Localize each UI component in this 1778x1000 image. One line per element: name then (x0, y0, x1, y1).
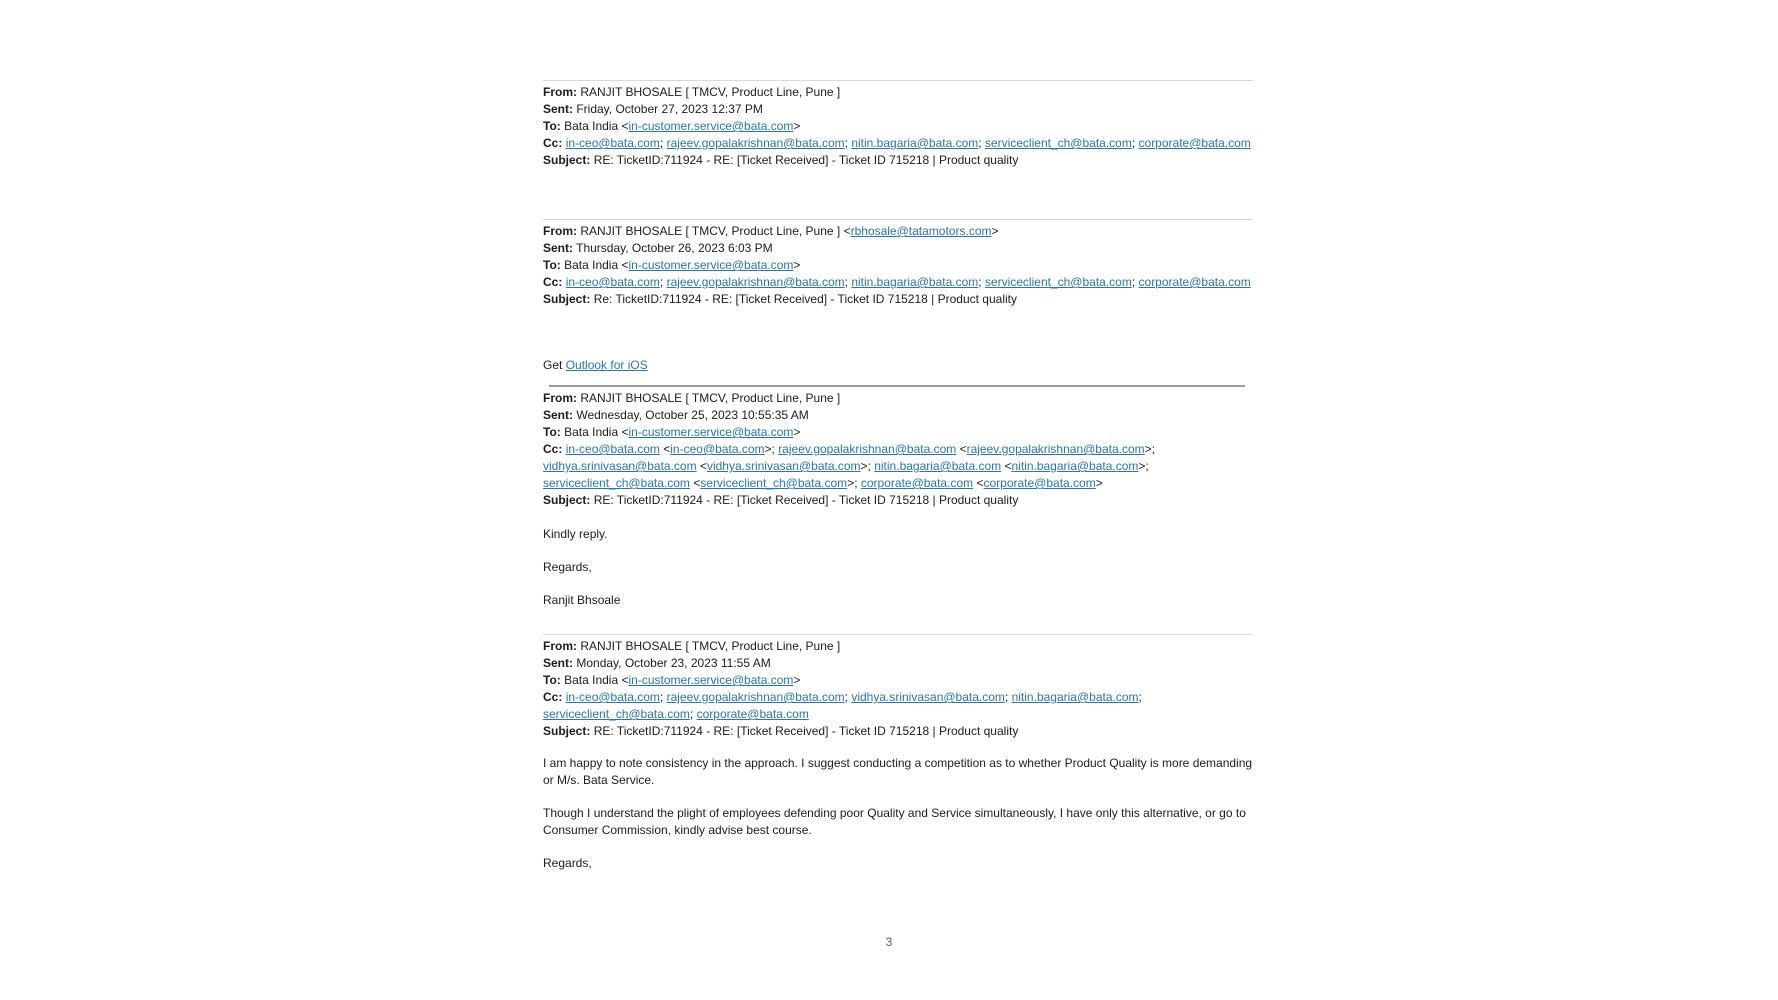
email-header-cc (543, 135, 1253, 152)
email-header-block-3 (543, 390, 1253, 509)
from-label: From: (543, 85, 577, 99)
email-header-to (543, 424, 1253, 441)
header-text-segment: > (793, 673, 801, 687)
email-address-link[interactable]: rajeev.gopalakrishnan@bata.com (666, 690, 845, 704)
subject-value: RE: TicketID:711924 - RE: [Ticket Received] - Ticket ID 715218 | Product quality (593, 153, 1019, 167)
email-header-block-4 (543, 638, 1253, 740)
email-header-to (543, 672, 1253, 689)
email-address-link[interactable]: in-customer.service@bata.com (628, 673, 794, 687)
header-text-segment: ; (689, 707, 697, 721)
email-header-to (543, 118, 1253, 135)
to-label: To: (543, 119, 561, 133)
divider (543, 80, 1253, 81)
header-text-segment: ; (1004, 690, 1012, 704)
header-text-segment: > (793, 258, 801, 272)
email-header-cc (543, 441, 1253, 492)
header-text-segment: Bata India < (564, 258, 629, 272)
sent-value: Monday, October 23, 2023 11:55 AM (576, 656, 771, 670)
subject-value: RE: TicketID:711924 - RE: [Ticket Received] - Ticket ID 715218 | Product quality (593, 724, 1019, 738)
email-address-link[interactable]: nitin.bagaria@bata.com (1011, 690, 1139, 704)
to-label: To: (543, 258, 561, 272)
email-header-block-2 (543, 223, 1253, 308)
email-address-link[interactable]: in-customer.service@bata.com (628, 119, 794, 133)
email-header-cc (543, 689, 1253, 723)
outlook-promo-line (543, 357, 1253, 374)
email-address-link[interactable]: in-ceo@bata.com (670, 442, 765, 456)
sent-label: Sent: (543, 656, 573, 670)
from-label: From: (543, 639, 577, 653)
header-text-segment: ; (659, 690, 667, 704)
header-text-segment: >; (764, 442, 779, 456)
email-header-sent (543, 407, 1253, 424)
email-header-sent (543, 655, 1253, 672)
email-address-link[interactable]: vidhya.srinivasan@bata.com (706, 459, 861, 473)
header-text-segment: ; (1138, 690, 1142, 704)
email-address-link[interactable]: in-customer.service@bata.com (628, 258, 794, 272)
from-label: From: (543, 224, 577, 238)
email-header-to (543, 257, 1253, 274)
subject-label: Subject: (543, 292, 591, 306)
email-header-from (543, 390, 1253, 407)
header-text-segment: > (1095, 476, 1103, 490)
header-text-segment: < (956, 442, 967, 456)
email-header-subject (543, 152, 1253, 169)
email-header-sent (543, 101, 1253, 118)
sent-label: Sent: (543, 241, 573, 255)
cc-label: Cc: (543, 136, 563, 150)
email-address-link[interactable]: serviceclient_ch@bata.com (543, 476, 690, 490)
email-address-link[interactable]: corporate@bata.com (696, 707, 809, 721)
email-address-link[interactable]: vidhya.srinivasan@bata.com (543, 459, 697, 473)
email-address-link[interactable]: serviceclient_ch@bata.com (700, 476, 848, 490)
sent-label: Sent: (543, 408, 573, 422)
header-text-segment: RANJIT BHOSALE [ TMCV, Product Line, Pune ] (580, 639, 841, 653)
sent-value: Wednesday, October 25, 2023 10:55:35 AM (576, 408, 809, 422)
email-address-link[interactable]: rajeev.gopalakrishnan@bata.com (666, 136, 845, 150)
header-text-segment: ; (659, 275, 667, 289)
header-text-segment: ; (844, 136, 852, 150)
email-address-link[interactable]: corporate@bata.com (860, 476, 974, 490)
email-header-sent (543, 240, 1253, 257)
email-address-link[interactable]: nitin.bagaria@bata.com (851, 275, 979, 289)
cc-value (543, 442, 1155, 490)
email-address-link[interactable]: serviceclient_ch@bata.com (543, 707, 690, 721)
body-text-line: Regards, (543, 560, 592, 574)
header-text-segment: ; (659, 136, 667, 150)
to-value (564, 673, 800, 687)
header-text-segment: RANJIT BHOSALE [ TMCV, Product Line, Pune ] (580, 85, 841, 99)
email-address-link[interactable]: rajeev.gopalakrishnan@bata.com (666, 275, 845, 289)
subject-value: RE: TicketID:711924 - RE: [Ticket Received] - Ticket ID 715218 | Product quality (593, 493, 1019, 507)
email-address-link[interactable]: in-ceo@bata.com (565, 136, 660, 150)
header-text-segment: Bata India < (564, 425, 629, 439)
header-text-segment: < (689, 476, 701, 490)
divider (543, 634, 1253, 635)
body-paragraph: I am happy to note consistency in the approach. I suggest conducting a competition as to whether Product Quality is more demanding or M/s. Bata Service. (543, 756, 1253, 787)
subject-label: Subject: (543, 493, 591, 507)
body-text-line: Kindly reply. (543, 527, 608, 541)
header-text-segment: < (659, 442, 671, 456)
header-text-segment: ; (844, 275, 852, 289)
outlook-promo-prefix: Get (543, 358, 563, 372)
email-address-link[interactable]: nitin.bagaria@bata.com (851, 136, 979, 150)
header-text-segment: < (973, 476, 984, 490)
email-address-link[interactable]: rajeev.gopalakrishnan@bata.com (966, 442, 1145, 456)
header-text-segment: >; (847, 476, 861, 490)
reply-separator-rule (549, 385, 1245, 387)
body-paragraph: Though I understand the plight of employees defending poor Quality and Service simultaneously, I have only this alternative, or go to Consumer Commission, kindly advise best course. (543, 806, 1246, 837)
email-header-from (543, 638, 1253, 655)
header-text-segment: > (793, 425, 801, 439)
cc-value (543, 690, 1142, 721)
email-thread-column (543, 0, 1253, 872)
email-address-link[interactable]: corporate@bata.com (983, 476, 1096, 490)
to-value (564, 119, 800, 133)
email-header-block-1 (543, 84, 1253, 169)
subject-value: Re: TicketID:711924 - RE: [Ticket Received] - Ticket ID 715218 | Product quality (593, 292, 1017, 306)
from-value (580, 85, 840, 99)
header-text-segment: ; (978, 275, 985, 289)
email-address-link[interactable]: corporate@bata.com (1138, 275, 1251, 289)
signature-name: Ranjit Bhsoale (543, 593, 621, 607)
from-label: From: (543, 391, 577, 405)
header-text-segment: > (793, 119, 801, 133)
email-address-link[interactable]: in-customer.service@bata.com (628, 425, 794, 439)
header-text-segment: >; (1138, 459, 1149, 473)
to-value (564, 258, 800, 272)
outlook-for-ios-link[interactable]: Outlook for iOS (565, 358, 648, 372)
email-address-link[interactable]: serviceclient_ch@bata.com (984, 136, 1132, 150)
email-address-link[interactable]: rajeev.gopalakrishnan@bata.com (778, 442, 957, 456)
body-text-line: Regards, (543, 856, 592, 870)
header-text-segment: < (696, 459, 707, 473)
header-text-segment: ; (1131, 275, 1139, 289)
email-header-from (543, 84, 1253, 101)
header-text-segment: >; (1144, 442, 1155, 456)
to-label: To: (543, 673, 561, 687)
email-address-link[interactable]: in-ceo@bata.com (565, 275, 660, 289)
cc-value (566, 275, 1251, 289)
header-text-segment: >; (860, 459, 875, 473)
email-address-link[interactable]: corporate@bata.com (1138, 136, 1251, 150)
email-address-link[interactable]: nitin.bagaria@bata.com (1011, 459, 1139, 473)
email-header-subject (543, 492, 1253, 509)
header-text-segment: RANJIT BHOSALE [ TMCV, Product Line, Pune ] < (580, 224, 851, 238)
sent-label: Sent: (543, 102, 573, 116)
email-address-link[interactable]: in-ceo@bata.com (565, 690, 660, 704)
sent-value: Friday, October 27, 2023 12:37 PM (576, 102, 763, 116)
header-text-segment: > (991, 224, 999, 238)
email-header-from (543, 223, 1253, 240)
header-text-segment: ; (844, 690, 852, 704)
header-text-segment: Bata India < (564, 119, 629, 133)
email-header-subject (543, 723, 1253, 740)
subject-label: Subject: (543, 724, 591, 738)
divider (543, 219, 1253, 220)
cc-value (566, 136, 1251, 150)
email-header-cc (543, 274, 1253, 291)
header-text-segment: Bata India < (564, 673, 629, 687)
email-address-link[interactable]: serviceclient_ch@bata.com (984, 275, 1132, 289)
header-text-segment: RANJIT BHOSALE [ TMCV, Product Line, Pune ] (580, 391, 841, 405)
cc-label: Cc: (543, 690, 563, 704)
email-address-link[interactable]: in-ceo@bata.com (565, 442, 660, 456)
from-value (580, 224, 998, 238)
from-value (580, 391, 840, 405)
cc-label: Cc: (543, 442, 563, 456)
to-value (564, 425, 800, 439)
subject-label: Subject: (543, 153, 591, 167)
header-text-segment: ; (1131, 136, 1139, 150)
header-text-segment: < (1001, 459, 1012, 473)
from-value (580, 639, 840, 653)
cc-label: Cc: (543, 275, 563, 289)
sent-value: Thursday, October 26, 2023 6:03 PM (576, 241, 773, 255)
page-number: 3 (885, 935, 893, 949)
email-address-link[interactable]: vidhya.srinivasan@bata.com (851, 690, 1005, 704)
to-label: To: (543, 425, 561, 439)
email-header-subject (543, 291, 1253, 308)
email-address-link[interactable]: nitin.bagaria@bata.com (874, 459, 1002, 473)
header-text-segment: ; (978, 136, 985, 150)
email-address-link[interactable]: rbhosale@tatamotors.com (850, 224, 992, 238)
